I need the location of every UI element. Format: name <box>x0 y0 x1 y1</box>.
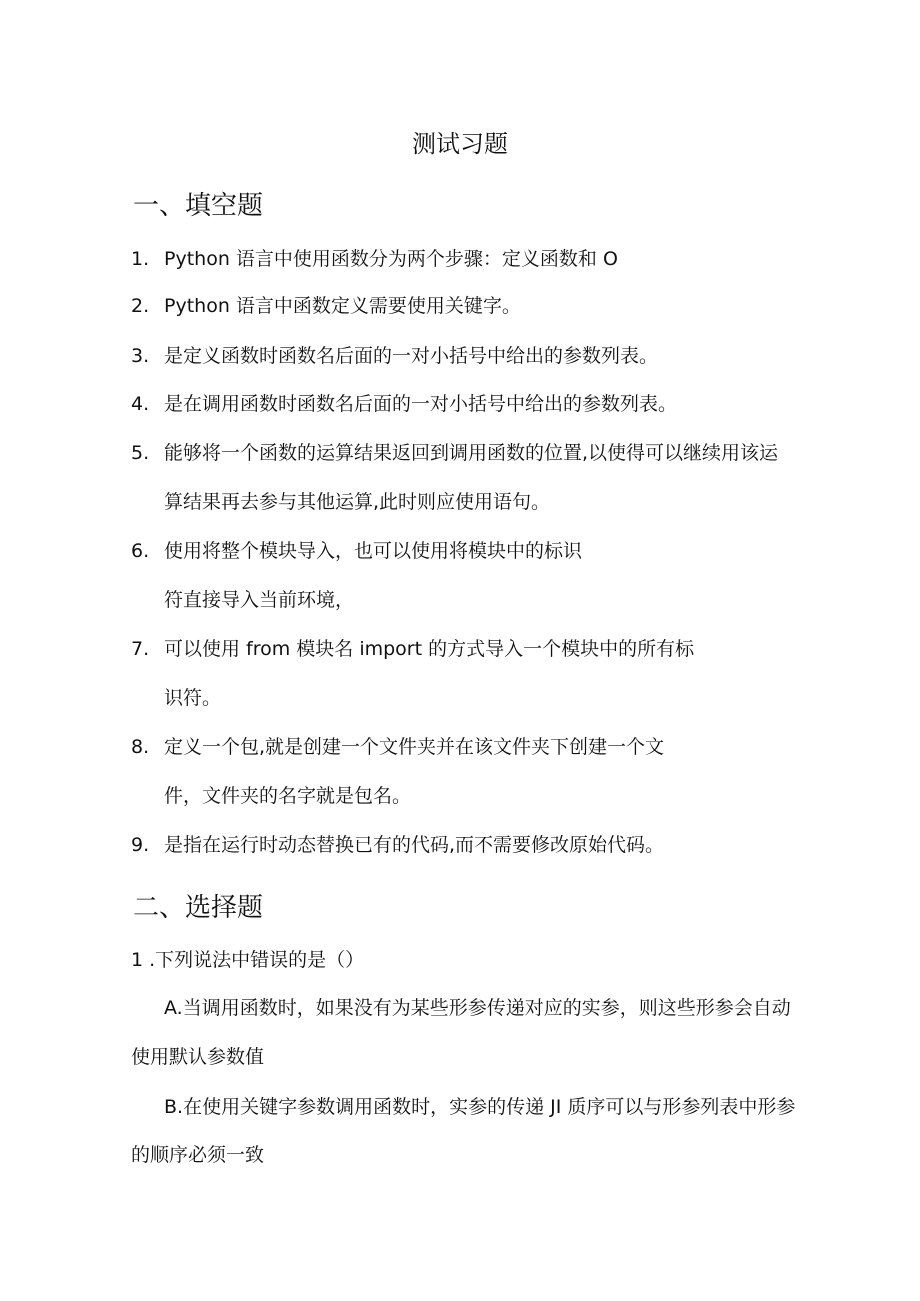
choice-option-b-continuation: 的顺序必须一致 <box>131 1144 265 1166</box>
fill-item-7 <box>131 634 694 664</box>
page-title: 测试习题 <box>412 130 508 158</box>
fill-item-1 <box>131 244 618 274</box>
item-number: 9. <box>131 834 150 856</box>
choice-option-b: B.在使用关键字参数调用函数时，实参的传递 JI 质序可以与形参列表中形参 <box>164 1096 796 1118</box>
fill-item-8-continuation: 件，文件夹的名字就是包名。 <box>164 785 412 807</box>
fill-item-7-continuation: 识符。 <box>164 687 222 709</box>
item-text: 是在调用函数时函数名后面的一对小括号中给出的参数列表。 <box>164 393 678 415</box>
fill-item-2 <box>131 291 521 321</box>
fill-item-3 <box>131 341 658 371</box>
item-text: Python 语言中函数定义需要使用关键字。 <box>164 295 521 317</box>
item-text: 定义一个包,就是创建一个文件夹并在该文件夹下创建一个文 <box>164 736 665 758</box>
fill-item-5-continuation: 算结果再去参与其他运算,此时则应使用语句。 <box>164 491 551 513</box>
section-heading-choice: 二、选择题 <box>133 893 264 923</box>
item-text: Python 语言中使用函数分为两个步骤：定义函数和 O <box>164 248 618 270</box>
item-number: 3. <box>131 345 150 367</box>
fill-item-4 <box>131 389 677 419</box>
fill-item-8 <box>131 732 664 762</box>
fill-item-9 <box>131 830 664 860</box>
item-number: 6. <box>131 540 150 562</box>
item-number: 8. <box>131 736 150 758</box>
choice-question-1: 1 .下列说法中错误的是（） <box>131 949 365 971</box>
item-number: 5. <box>131 442 150 464</box>
item-number: 1. <box>131 248 150 270</box>
item-text: 能够将一个函数的运算结果返回到调用函数的位置,以使得可以继续用该运 <box>164 442 779 464</box>
fill-item-5 <box>131 438 778 468</box>
choice-option-a: A.当调用函数时，如果没有为某些形参传递对应的实参，则这些形参会自动 <box>164 997 791 1019</box>
item-text: 是指在运行时动态替换已有的代码,而不需要修改原始代码。 <box>164 834 665 856</box>
fill-item-6 <box>131 536 582 566</box>
item-text: 使用将整个模块导入，也可以使用将模块中的标识 <box>164 540 583 562</box>
item-number: 2. <box>131 295 150 317</box>
item-number: 7. <box>131 638 150 660</box>
item-number: 4. <box>131 393 150 415</box>
item-text: 可以使用 from 模块名 import 的方式导入一个模块中的所有标 <box>164 638 695 660</box>
item-text: 是定义函数时函数名后面的一对小括号中给出的参数列表。 <box>164 345 659 367</box>
choice-option-a-continuation: 使用默认参数值 <box>131 1046 265 1068</box>
section-heading-fill-in: 一、填空题 <box>133 191 264 221</box>
fill-item-6-continuation: 符直接导入当前环境， <box>164 589 355 611</box>
